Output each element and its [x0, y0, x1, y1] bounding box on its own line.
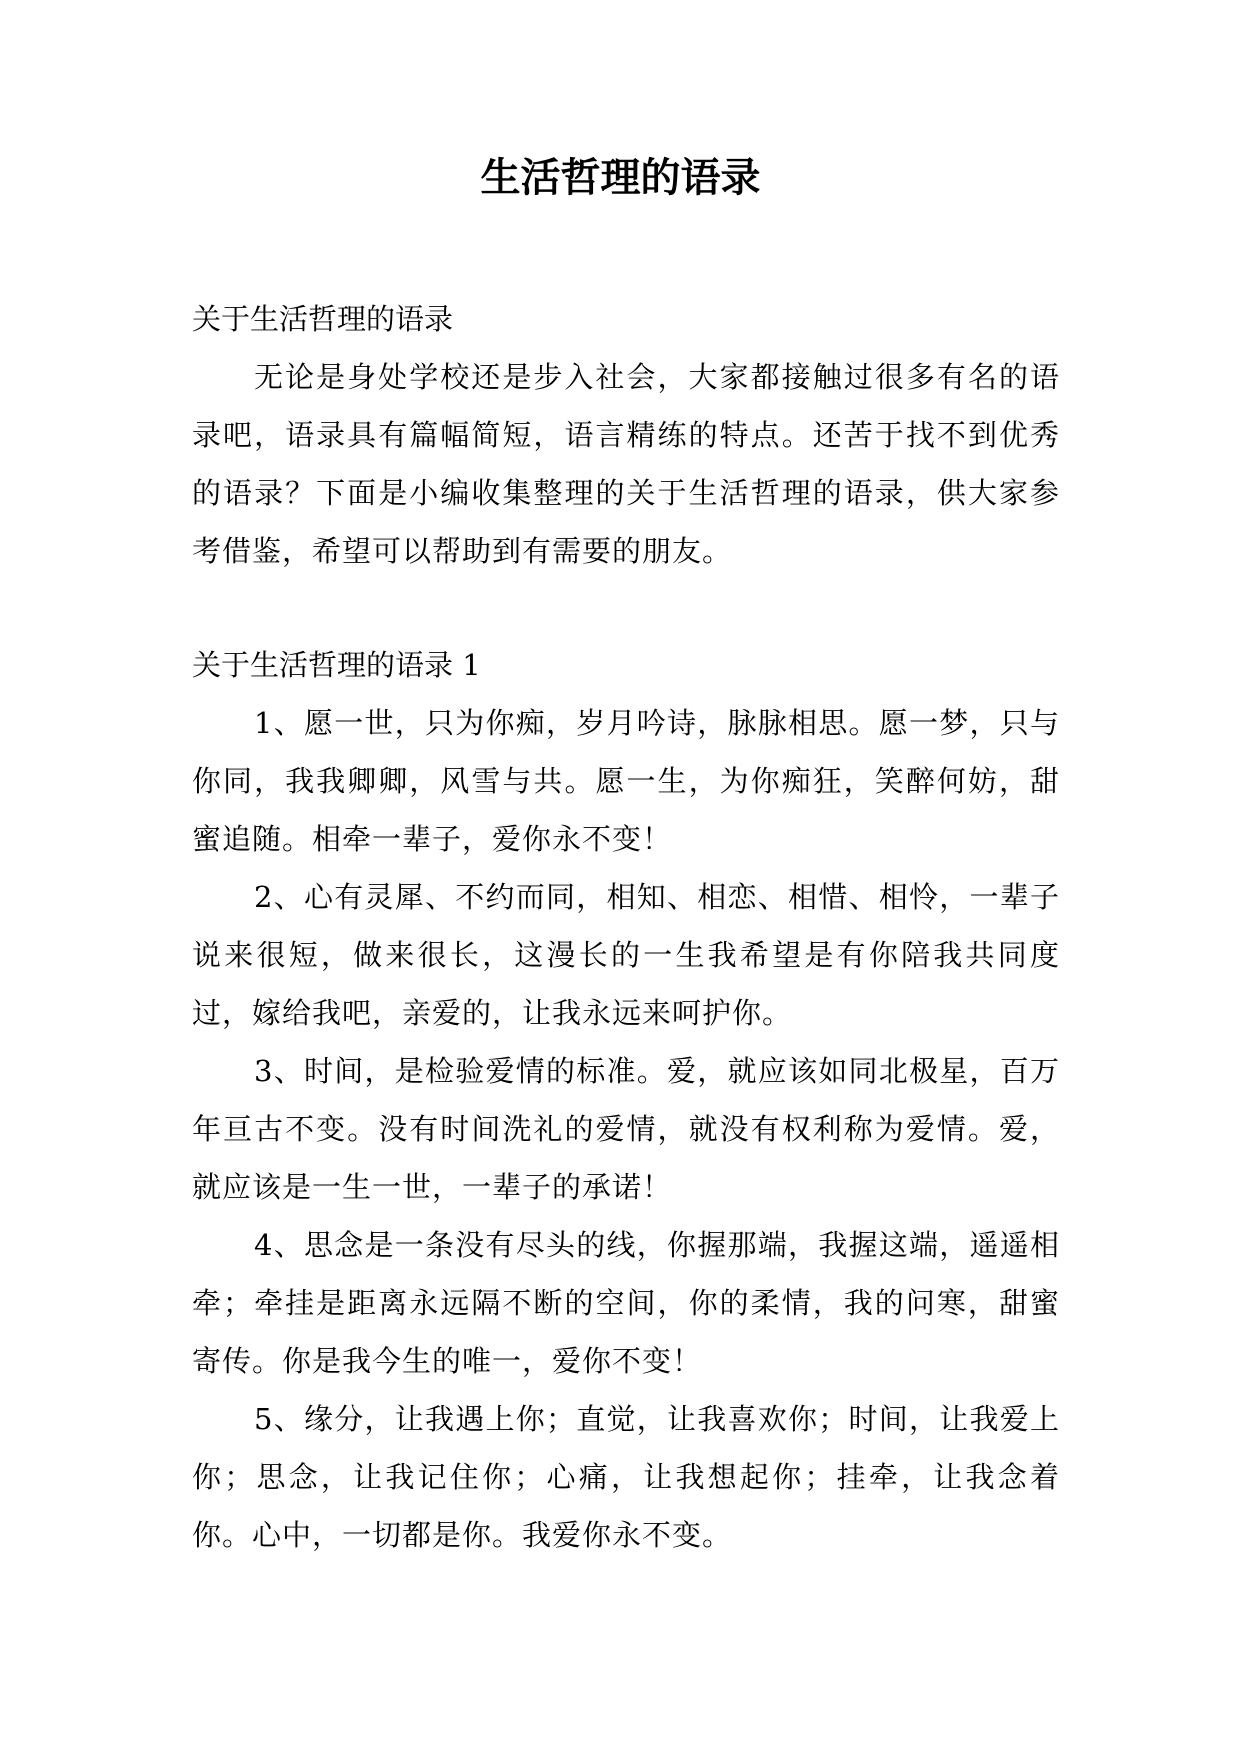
document-body	[192, 290, 1060, 1564]
section-spacer	[192, 580, 1060, 636]
quote-item-4: 4、思念是一条没有尽头的线，你握那端，我握这端，遥遥相牵；牵挂是距离永远隔不断的空间，你的柔情，我的问寒，甜蜜寄传。你是我今生的唯一，爱你不变！	[192, 1228, 1060, 1378]
intro-paragraph: 无论是身处学校还是步入社会，大家都接触过很多有名的语录吧，语录具有篇幅简短，语言精练的特点。还苦于找不到优秀的语录？下面是小编收集整理的关于生活哲理的语录，供大家参考借鉴，希望可以帮助到有需要的朋友。	[192, 360, 1060, 568]
quote-item-1: 1、愿一世，只为你痴，岁月吟诗，脉脉相思。愿一梦，只与你同，我我卿卿，风雪与共。愿一生，为你痴狂，笑醉何妨，甜蜜追随。相牵一辈子，爱你永不变！	[192, 706, 1060, 856]
quote-item-3: 3、时间，是检验爱情的标准。爱，就应该如同北极星，百万年亘古不变。没有时间洗礼的爱情，就没有权利称为爱情。爱，就应该是一生一世，一辈子的承诺！	[192, 1054, 1060, 1204]
quote-item-2: 2、心有灵犀、不约而同，相知、相恋、相惜、相怜，一辈子说来很短，做来很长，这漫长的一生我希望是有你陪我共同度过，嫁给我吧，亲爱的，让我永远来呵护你。	[192, 880, 1060, 1030]
intro-heading: 关于生活哲理的语录	[192, 302, 454, 336]
document-title: 生活哲理的语录	[480, 155, 761, 201]
quote-item-5: 5、缘分，让我遇上你；直觉，让我喜欢你；时间，让我爱上你；思念，让我记住你；心痛，让我想起你；挂牵，让我念着你。心中，一切都是你。我爱你永不变。	[192, 1402, 1060, 1552]
section-heading: 关于生活哲理的语录 1	[192, 648, 481, 682]
